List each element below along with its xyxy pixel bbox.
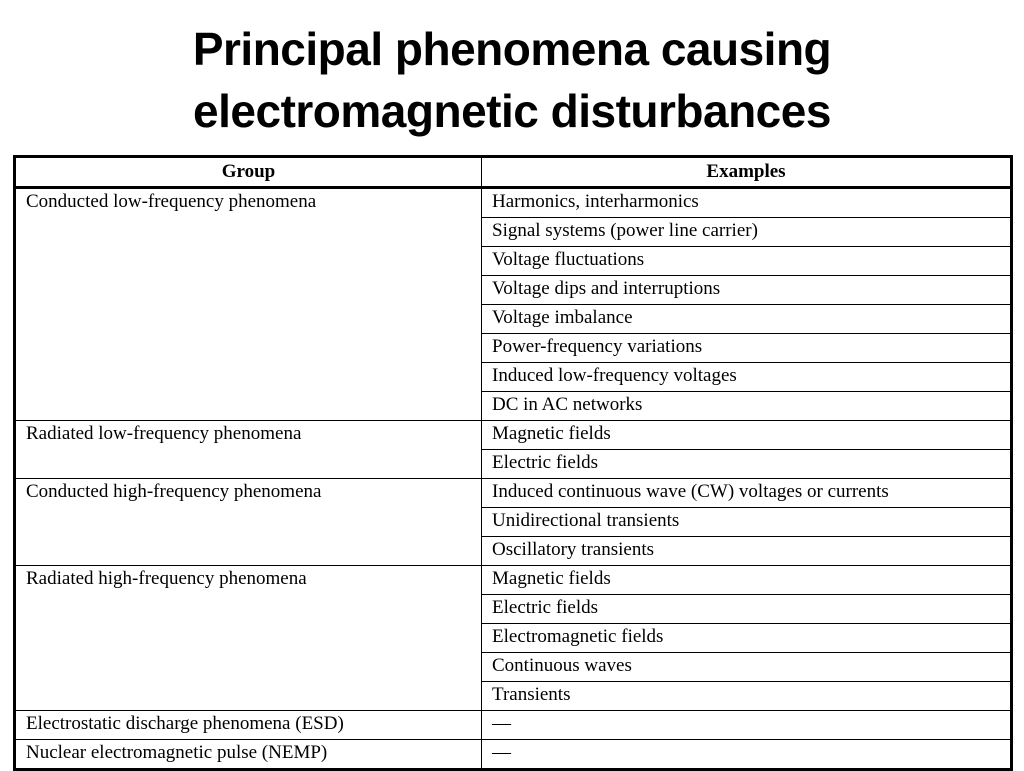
example-cell: Electric fields	[482, 450, 1012, 479]
example-cell: —	[482, 711, 1012, 740]
disturbance-table	[13, 155, 1013, 771]
example-cell: Oscillatory transients	[482, 537, 1012, 566]
example-cell: Signal systems (power line carrier)	[482, 218, 1012, 247]
example-cell: Power-frequency variations	[482, 334, 1012, 363]
group-cell: Conducted low-frequency phenomena	[15, 188, 482, 421]
group-cell: Radiated high-frequency phenomena	[15, 566, 482, 711]
example-cell: Voltage imbalance	[482, 305, 1012, 334]
example-cell: Magnetic fields	[482, 566, 1012, 595]
group-cell: Radiated low-frequency phenomena	[15, 421, 482, 479]
group-cell: Conducted high-frequency phenomena	[15, 479, 482, 566]
examples-column-header: Examples	[482, 157, 1012, 188]
group-cell: Electrostatic discharge phenomena (ESD)	[15, 711, 482, 740]
example-cell: Induced low-frequency voltages	[482, 363, 1012, 392]
example-cell: Continuous waves	[482, 653, 1012, 682]
title-line-1: Principal phenomena causing	[192, 23, 832, 75]
example-cell: Harmonics, interharmonics	[482, 188, 1012, 218]
group-column-header: Group	[15, 157, 482, 188]
table-row	[15, 421, 1012, 450]
example-cell: Electric fields	[482, 595, 1012, 624]
title-line-2: electromagnetic disturbances	[193, 85, 831, 137]
example-cell: Unidirectional transients	[482, 508, 1012, 537]
example-cell: —	[482, 740, 1012, 770]
table-body	[15, 188, 1012, 770]
table-row	[15, 711, 1012, 740]
group-cell: Nuclear electromagnetic pulse (NEMP)	[15, 740, 482, 770]
table-header-row	[15, 157, 1012, 188]
example-cell: DC in AC networks	[482, 392, 1012, 421]
example-cell: Electromagnetic fields	[482, 624, 1012, 653]
slide-title	[0, 18, 1024, 142]
example-cell: Voltage fluctuations	[482, 247, 1012, 276]
example-cell: Voltage dips and interruptions	[482, 276, 1012, 305]
example-cell: Transients	[482, 682, 1012, 711]
table-row	[15, 479, 1012, 508]
example-cell: Magnetic fields	[482, 421, 1012, 450]
table-row	[15, 566, 1012, 595]
table-row	[15, 188, 1012, 218]
table-row	[15, 740, 1012, 770]
example-cell: Induced continuous wave (CW) voltages or currents	[482, 479, 1012, 508]
